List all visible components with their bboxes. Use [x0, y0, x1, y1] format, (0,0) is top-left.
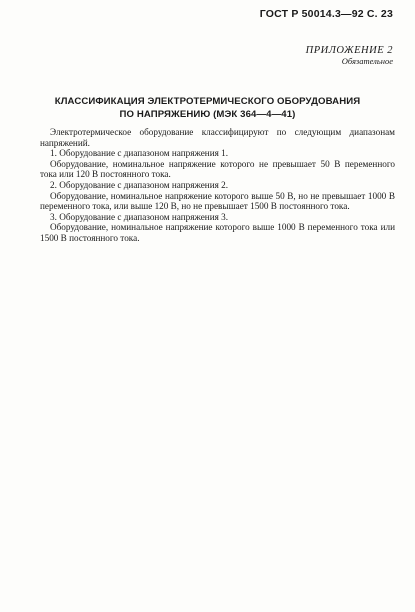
standard-number: ГОСТ Р 50014.3—92 С. 23: [259, 8, 393, 20]
document-title: [20, 95, 395, 121]
document-title-line-1: КЛАССИФИКАЦИЯ ЭЛЕКТРОТЕРМИЧЕСКОГО ОБОРУДОВАНИЯ: [54, 96, 361, 107]
paragraph-range-2-text: Оборудование, номинальное напряжение которого выше 50 В, но не превышает 1000 В переменного тока, или выше 120 В, но не превышает 1500 В постоянного тока.: [40, 190, 395, 212]
paragraph-intro: Электротермическое оборудование классифицируют по следующим диапазонам напряжений.: [40, 127, 395, 148]
paragraph-range-2-heading: 2. Оборудование с диапазоном напряжения 2.: [50, 179, 229, 190]
paragraph-range-1-heading: 1. Оборудование с диапазоном напряжения 1.: [50, 148, 229, 159]
appendix-title: ПРИЛОЖЕНИЕ 2: [305, 45, 393, 56]
paragraph-range-3-heading: 3. Оборудование с диапазоном напряжения 3.: [50, 211, 229, 222]
document-body: [40, 127, 395, 244]
paragraph-range-3-text: Оборудование, номинальное напряжение которого выше 1000 В переменного тока или 1500 В постоянного тока.: [40, 222, 395, 243]
appendix-status: Обязательное: [341, 56, 393, 66]
appendix-block: [306, 45, 393, 67]
paragraph-range-1-text: Оборудование, номинальное напряжение которого не превышает 50 В переменного тока или 120 В постоянного тока.: [40, 158, 395, 180]
document-title-line-2: ПО НАПРЯЖЕНИЮ (МЭК 364—4—41): [119, 109, 296, 120]
